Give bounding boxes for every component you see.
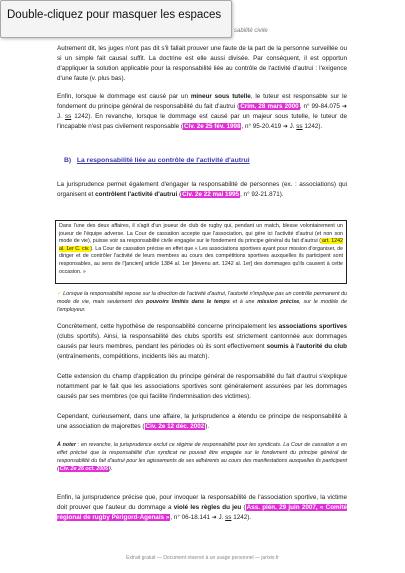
- citation-civ-1995[interactable]: Civ. 2e 22 mai 1995: [182, 191, 240, 198]
- page-footer: Extrait gratuit — Document réservé à un usage personnel — jurixio.fr: [126, 555, 279, 561]
- paragraph-4: Concrètement, cette hypothèse de responsabilité concerne principalement les associations sportives (clubs sportifs). Ainsi, la responsabilité des clubs sportifs est strictement cantonnée aux dommages causés par leurs membres, pendant les périodes où ils sont effectivement soumis à l'autorité du club (entraînements, compétitions, incidents liés au match).: [57, 323, 347, 360]
- paragraph-1: Autrement dit, les juges n'ont pas dit s'il fallait prouver une faute de la part de la personne surveillée ou si un simple fait causal suffit. La doctrine est elle aussi divisée. Par conséquent, il est opportun d'appliquer la solution applicable pour la responsabilité liée au contrôle de l'activité d'autrui : l'exigence d'une faute (v. plus bas).: [57, 45, 347, 82]
- paragraph-7: Enfin, la jurisprudence précise que, pour invoquer la responsabilité de l'association sportive, la victime doit prouver que l'auteur du dommage a violé les règles du jeu (Ass. plén. 29 juin 2007, « Comité régional de rugby Périgord-Agenais », n° 06-18.141 ➜ J. ss 1242).: [57, 494, 347, 521]
- case-summary-box: Dans l'une des deux affaires, il s'agit d'un joueur de club de rugby qui, pendant un match, blesse volontairement un joueur de l'équipe adverse. La Cour de cassation accepte que l'association, qui gère ici l'activité d'autrui (et non son mode de vie), puisse voir sa responsabilité civile engagée sur le fondement du principe général du fait d'autrui (art. 1242 al. 1er C. civ.). La Cour de cassation précise en effet que « Les associations sportives ayant pour mission d'organiser, de diriger et de contrôler l'activité de leurs membres au cours des compétitions sportives auxquelles ils participent sont responsables, au sens de l'[ancien] article 1384 al. 1er [devenu art. 1242 al. 1er] des dommages qu'ils causent à cette occasion. »: [55, 220, 347, 284]
- citation-civ-1998[interactable]: Civ. 2e 25 fév. 1998: [183, 123, 241, 130]
- arrow-icon: ➜: [341, 104, 347, 110]
- paragraph-3: La jurisprudence permet également d'engager la responsabilité de personnes (ex. : associations) qui organisent et contrôlent l'activité d'autrui (Civ. 2e 22 mai 1995, n° 92-21.871).: [57, 181, 347, 198]
- note-direction-activite: ✓ Lorsque la responsabilité repose sur la direction de l'activité d'autrui, l'autorité n'implique pas un contrôle permanent du mode de vie, mais seulement des pouvoirs limités dans le temps et à une mission précise, sur le modèle de l'employeur.: [57, 291, 347, 313]
- note-syndicats: À noter : en revanche, la jurisprudence exclut ce régime de responsabilité pour les syndicats. La Cour de cassation a en effet précisé que la responsabilité d'un syndicat ne pouvait être engagée sur le fondement du principe général de responsabilité du fait d'autrui pour les agissements de ses adhérents au cours des manifestations auxquelles ils participent (Civ. 2e 26 oct. 2006).: [57, 442, 347, 472]
- citation-crim-2000[interactable]: Crim. 28 mars 2000: [240, 103, 299, 110]
- arrow-icon: ➜: [211, 515, 217, 521]
- article-reference[interactable]: art. 1242 al. 1er C. civ.: [59, 238, 343, 252]
- citation-civ-2002[interactable]: Civ. 2e 12 déc. 2002: [145, 423, 205, 430]
- section-heading: B) La responsabilité liée au contrôle de l'activité d'autrui: [64, 157, 250, 164]
- paragraph-6: Cependant, curieusement, dans une affaire, la jurisprudence a étendu ce principe de responsabilité à une association de majorettes (Civ. 2e 12 déc. 2002).: [57, 413, 347, 430]
- check-icon: ✓: [57, 291, 62, 297]
- paragraph-5: Cette extension du champ d'application du principe général de responsabilité du fait d'autrui s'explique notamment par le fait que les associations sportives sont généralement assurées par les dommages causés par ses membres (ce qui facilite l'indemnisation des victimes).: [57, 373, 347, 400]
- hide-spaces-tooltip[interactable]: Double-cliquez pour masquer les espaces: [0, 0, 232, 38]
- page-header-text: sabilité civile: [234, 28, 268, 34]
- paragraph-2: Enfin, lorsque le dommage est causé par un mineur sous tutelle, le tuteur est responsable sur le fondement du principe général de responsabilité du fait d'autrui (Crim. 28 mars 2000, n° 99-84.075 ➜ J. ss 1242). En revanche, lorsque le dommage est causé par un majeur sous tutelle, le tuteur de l'incapable n'est pas civilement responsable (Civ. 2e 25 fév. 1998, n° 95-20.419 ➜ J. ss 1242).: [57, 93, 348, 130]
- arrow-icon: ➜: [282, 124, 288, 130]
- citation-ass-plen-2007[interactable]: Ass. plén. 29 juin 2007, « Comité régional de rugby Périgord-Agenais »: [57, 504, 347, 521]
- citation-civ-2006[interactable]: Civ. 2e 26 oct. 2006: [59, 466, 109, 472]
